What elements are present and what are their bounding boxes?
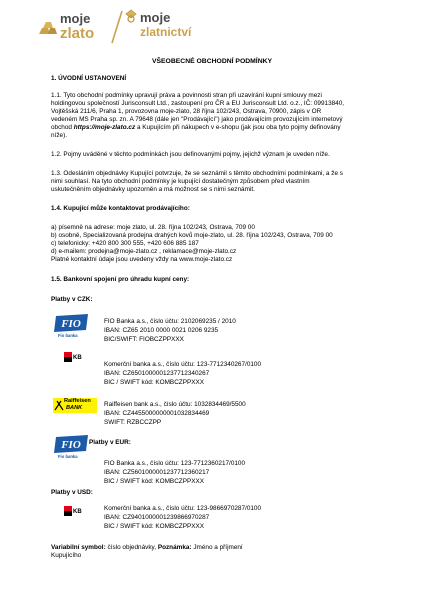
header-logos — [38, 9, 198, 45]
para-1-3-line: 1.3. Odesláním objednávky Kupující potvrzuje, že se seznámil s těmito obchodními podmínkami, a že s — [51, 170, 343, 177]
kb-bank-logo: KB — [60, 352, 86, 370]
czk-label: Platby v CZK: — [51, 296, 93, 303]
bank-line: BIC/SWIFT: FIOBCZPPXXX — [104, 336, 184, 343]
bank-line: Raiffeisen bank a.s., číslo účtu: 1032834469/5500 — [104, 401, 246, 408]
para-1-1-line: 1.1. Tyto obchodní podmínky upravují práva a povinnosti stran při uzavírání kupní smlouvy mezi — [51, 92, 322, 99]
bank-line: IBAN: CZ5601000001237712360217 — [104, 469, 210, 476]
moje-zlatnictvi-logo[interactable] — [124, 9, 204, 45]
fio-logo-icon — [52, 313, 92, 333]
svg-text:FIO: FIO — [61, 318, 81, 330]
para-1-1-line: Vojtěšská 211/6, Praha 1, provozovna moje-zlato, 28 října 102/243, Ostrava, 70900, zápis v OR — [51, 108, 322, 115]
contact-line: Platné kontaktní údaje jsou uvedeny vždy na www.moje-zlato.cz — [51, 256, 233, 263]
bank-line: IBAN: CZ65 2010 0000 0021 0206 9235 — [104, 327, 219, 334]
logo2-line1: moje — [140, 10, 171, 25]
crossed-horses-icon — [54, 399, 64, 411]
bank-line: Komerční banka a.s., číslo účtu: 123-7712340267/0100 — [104, 361, 262, 368]
bank-line: FIO Banka a.s., číslo účtu: 123-7712360217/0100 — [104, 460, 246, 467]
eur-label: Platby v EUR: — [89, 439, 131, 446]
para-1-1-line: níže). — [51, 132, 67, 139]
fio-bank-logo: FIO Fio banka — [52, 434, 92, 460]
variable-symbol-line: Variabilní symbol: číslo objednávky, Poznámka: Jméno a příjmení — [51, 544, 243, 551]
variable-symbol-line2: Kupujícího — [51, 552, 82, 559]
contact-line: b) osobně, Specializovaná prodejna drahých kovů moje-zlato, ul. 28. října 102/243, Ostrava, 709 00 — [51, 232, 333, 239]
contact-line: a) písemně na adrese: moje zlato, ul. 28. října 102/243, Ostrava, 709 00 — [51, 224, 255, 231]
raiffeisen-bank-logo: Raiffeisen BANK — [53, 398, 97, 414]
usd-label: Platby v USD: — [51, 489, 93, 496]
bank-line: BIC / SWIFT kód: KOMBCZPPXXX — [104, 379, 205, 386]
moje-zlato-logo[interactable] — [38, 9, 108, 45]
section-heading-1-5: 1.5. Bankovní spojení pro úhradu kupní ceny: — [51, 276, 190, 283]
bank-line: BIC / SWIFT kód: KOMBCZPPXXX — [104, 478, 205, 485]
bank-line: IBAN: CZ6501000001237712340267 — [104, 370, 210, 377]
gold-bars-icon — [38, 19, 58, 35]
contact-line: c) telefonicky: +420 800 300 555, +420 606 885 187 — [51, 240, 199, 247]
svg-text:FIO: FIO — [61, 439, 81, 451]
para-1-1-line: vedeném MS Praha sp. zn. A 79648 (dále jen "Prodávající") jako prodávajícím provozujícím internetový — [51, 116, 343, 123]
bank-line: IBAN: CZ4455000000001032834469 — [104, 410, 210, 417]
eshop-link[interactable]: https://moje-zlato.cz — [73, 124, 136, 131]
bank-line: Komerční banka a.s., číslo účtu: 123-9866970287/0100 — [104, 505, 262, 512]
logo2-line2: zlatnictví — [140, 25, 192, 39]
logo1-line2: zlato — [60, 25, 95, 42]
kb-black-block — [64, 511, 72, 516]
contact-line: d) e-mailem: prodejna@moje-zlato.cz , reklamace@moje-zlato.cz — [51, 248, 237, 255]
section-heading-1: 1. ÚVODNÍ USTANOVENÍ — [51, 75, 127, 82]
ring-diamond-icon — [124, 9, 138, 23]
bank-line: FIO Banka a.s., číslo účtu: 2102069235 / 2010 — [104, 318, 236, 325]
fio-bank-logo: FIO Fio banka — [52, 313, 92, 339]
section-heading-1-4: 1.4. Kupující může kontaktovat prodávajícího: — [51, 205, 190, 212]
logo-divider — [110, 10, 124, 44]
para-1-3-line: uskutečněním objednávky upozorněn a má možnost se s nimi seznámit. — [51, 186, 255, 193]
para-1-1-line: obchod https://moje-zlato.cz a Kupujícím při nákupech v e-shopu (jak jsou oba tyto pojmy definovány — [51, 124, 341, 131]
bank-line: BIC / SWIFT kód: KOMBCZPPXXX — [104, 523, 205, 530]
para-1-1-line: holdingovou společností Jurisconsult Ltd., zastoupení pro ČR a EU Jurisconsult Ltd. o.z., IČ: 09913840, — [51, 100, 345, 107]
bank-line: IBAN: CZ9401000001239866970287 — [104, 514, 210, 521]
logo1-line1: moje — [60, 11, 91, 26]
fio-logo-icon — [52, 434, 92, 454]
page-title: VŠEOBECNÉ OBCHODNÍ PODMÍNKY — [151, 58, 273, 65]
kb-black-block — [64, 357, 72, 362]
para-1-2: 1.2. Pojmy uváděné v těchto podmínkách jsou definovanými pojmy, jejichž význam je uveden níže. — [51, 151, 330, 158]
bank-line: SWIFT: RZBCCZPP — [104, 419, 162, 426]
kb-bank-logo: KB — [60, 506, 86, 524]
para-1-3-line: nimi souhlasí. Na tyto obchodní podmínky je kupující dostatečným způsobem před vlastním — [51, 178, 310, 185]
